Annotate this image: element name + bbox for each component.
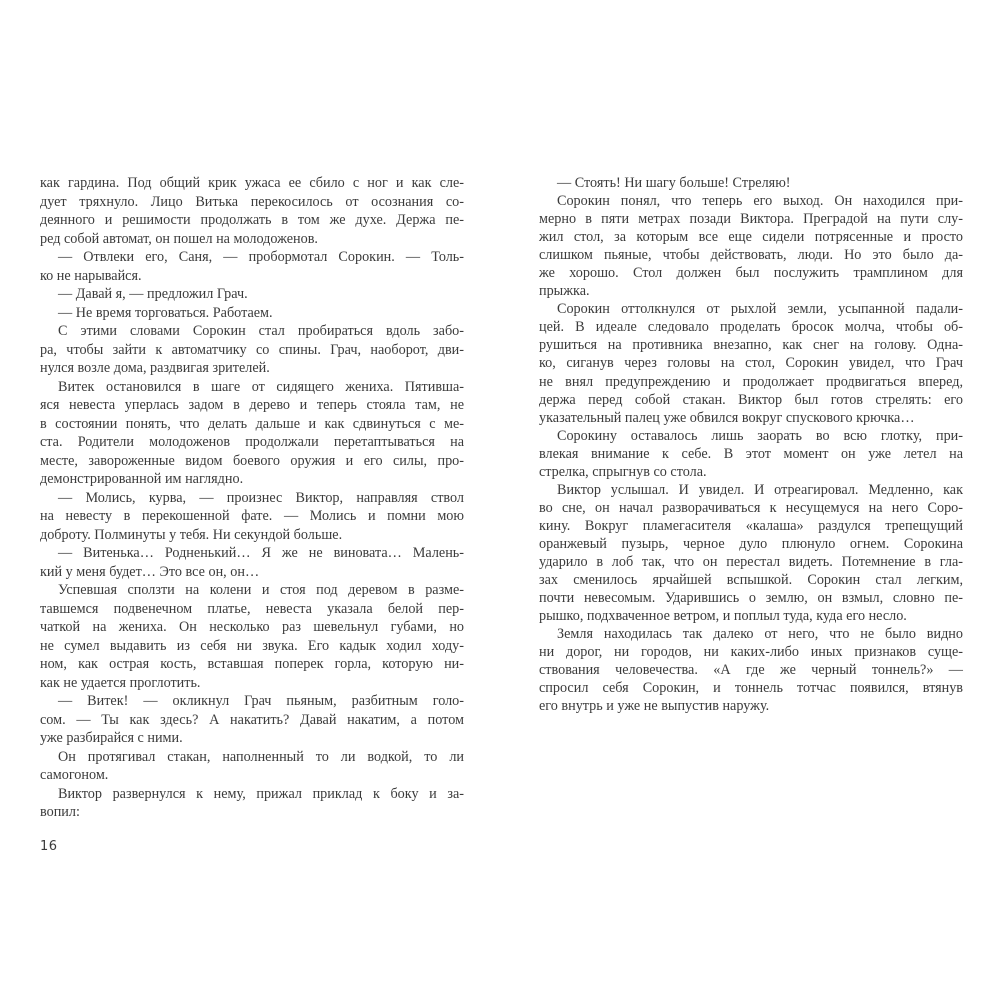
text-line: мерно в пяти метрах позади Виктора. Преградой на пути слу- [539,211,963,228]
text-line: Виктор услышал. И увидел. И отреагировал. Медленно, как [557,481,963,498]
text-line: рушиться на противника внезапно, как снег на голову. Одна- [539,337,963,354]
text-line: — Не время торговаться. Работаем. [58,304,273,321]
page-number: 16 [40,839,58,854]
text-line: не сумел выдавить из себя ни звука. Его кадык ходил ходу- [40,637,464,654]
text-line: Сорокин оттолкнулся от рыхлой земли, усыпанной падали- [557,301,963,318]
text-line: стрелка, спрыгнув со стола. [539,463,707,480]
text-line: оранжевый пузырь, черное дуло плюнуло огнем. Сорокина [539,535,963,552]
text-line: прыжка. [539,283,590,300]
text-line: слишком пьяные, чтобы действовать, люди. Но это было да- [539,247,963,264]
text-line: ствования человечества. «А где же черный тоннель?» — [539,662,963,679]
text-line: ни дорог, ни городов, ни каких-либо иных признаков суще- [539,644,963,661]
text-line: сом. — Ты как здесь? А накатить? Давай накатим, а потом [40,711,464,728]
text-line: ко не нарывайся. [40,267,142,284]
text-line: — Витенька… Родненький… Я же не виновата… Малень- [58,545,464,561]
text-line: рышко, подхваченное ветром, и поплыл туда, куда его несло. [539,608,907,625]
text-line: — Витек! — окликнул Грач пьяным, разбитным голо- [58,693,464,709]
text-line: деянного и решимости продолжать в том же духе. Держа пе- [40,212,464,228]
text-line: уже разбирайся с ними. [40,730,183,746]
left-column [40,174,464,822]
text-line: — Стоять! Ни шагу больше! Стреляю! [557,175,791,191]
text-line: Сорокин понял, что теперь его выход. Он находился при- [557,193,963,210]
text-line: держа перед собой стакан. Виктор был готов стрелять: его [539,391,963,408]
text-line: яся невеста уперлась задом в дерево и теперь стояла там, не [40,397,464,413]
text-line: Виктор развернулся к нему, прижал приклад к боку и за- [58,785,464,802]
text-line: ном, как острая кость, вставшая поперек горла, которую ни- [40,656,464,672]
text-line: не внял предупреждению и продолжает продвигаться вперед, [539,373,963,390]
text-line: его внутрь и уже не выпустив наружу. [539,698,770,715]
text-line: — Молись, курва, — произнес Виктор, направляя ствол [58,489,464,506]
text-line: во сне, он начал разворачиваться к несущемуся на него Соро- [539,499,963,516]
text-line: Земля находилась так далеко от него, что не было видно [557,626,963,643]
text-line: ра, чтобы зайти к автоматчику со спины. Грач, наоборот, дви- [40,341,464,358]
text-line: доброту. Полминуты у тебя. Ни секундой больше. [40,526,343,543]
text-line: Витек остановился в шаге от сидящего жениха. Пятивша- [58,378,464,395]
text-line: самогоном. [40,767,109,783]
text-line: же хорошо. Стол должен был послужить трамплином для [539,265,963,282]
text-line: ударило в лоб так, что он перестал видеть. Потемнение в гла- [539,553,963,570]
text-line: — Давай я, — предложил Грач. [58,286,248,302]
text-line: дует тряхнуло. Лицо Витька перекосилось от осознания со- [40,193,464,210]
text-line: почти невесомым. Ударившись о землю, он взмыл, словно пе- [539,590,963,607]
text-line: кий у меня будет… Это все он, он… [40,563,260,580]
text-line: ста. Родители молодоженов продолжали перетаптываться на [40,434,464,450]
text-line: жил стол, за которым все еще сидели потрясенные и просто [539,229,963,246]
text-line: Сорокину оставалось лишь заорать во всю глотку, при- [557,427,963,444]
text-line: ко, сиганув через головы на стол, Сорокин увидел, что Грач [539,355,963,372]
right-column [539,174,963,715]
text-line: ред собой автомат, он пошел на молодоженов. [40,230,318,247]
text-line: Успевшая сползти на колени и стоя под деревом в разме- [58,582,464,598]
text-line: в состоянии понять, что делать дальше и как сдвинуться с ме- [40,415,464,432]
text-line: нулся возле дома, раздвигая зрителей. [40,360,270,376]
text-line: на невесту в перекошенной фате. — Молись и помни мою [40,508,464,524]
text-line: зах сменилось ярчайшей вспышкой. Сорокин стал легким, [539,572,963,589]
text-line: цей. В идеале следовало проделать бросок молча, чтобы об- [539,319,963,336]
text-line: — Отвлеки его, Саня, — пробормотал Сорокин. — Толь- [58,249,464,265]
text-line: кину. Вокруг пламегасителя «калаша» раздулся трепещущий [539,517,963,534]
text-line: указательный палец уже обвился вокруг спускового крючка… [539,409,915,426]
text-line: С этими словами Сорокин стал пробираться вдоль забо- [58,323,464,339]
text-line: демонстрированной им наглядно. [40,471,244,487]
text-line: Он протягивал стакан, наполненный то ли водкой, то ли [58,748,464,765]
text-line: как не удается проглотить. [40,674,201,691]
text-line: спросил себя Сорокин, и тоннель тотчас появился, втянув [539,680,963,697]
text-line: тавшемся подвенечном платье, невеста указала белой пер- [40,600,464,617]
text-line: вопил: [40,804,80,820]
text-line: как гардина. Под общий крик ужаса ее сбило с ног и как сле- [40,175,464,191]
text-line: месте, завороженные видом боевого оружия и его силы, про- [40,452,464,469]
text-line: чаткой на жениха. Он несколько раз шевельнул губами, но [40,619,464,635]
text-line: влекая внимание к себе. В этот момент он уже летел на [539,445,963,462]
